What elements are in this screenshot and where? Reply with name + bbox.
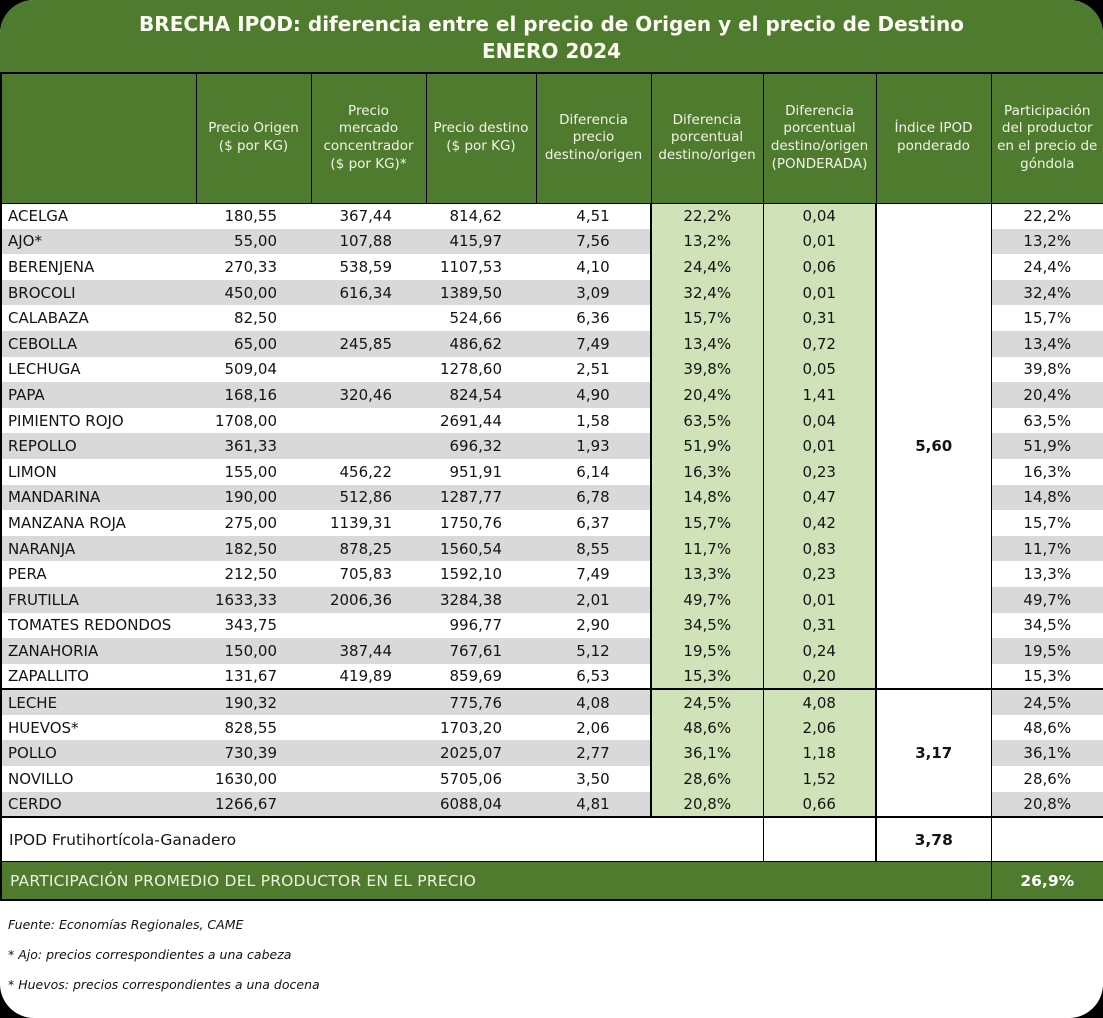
product-name-cell: MANDARINA	[1, 485, 196, 511]
diferencia-ponderada-cell: 4,08	[763, 689, 876, 715]
indice-ipod-cell	[876, 510, 991, 536]
column-header-product	[1, 73, 196, 203]
participacion-cell: 32,4%	[991, 280, 1103, 306]
indice-ipod-cell: 3,17	[876, 740, 991, 766]
indice-ipod-cell	[876, 254, 991, 280]
participacion-cell: 11,7%	[991, 536, 1103, 562]
product-name-cell: FRUTILLA	[1, 587, 196, 613]
precio-destino-cell: 775,76	[426, 689, 536, 715]
product-name-cell: ZAPALLITO	[8, 666, 89, 685]
precio-mercado-cell: 419,89	[339, 666, 392, 685]
participacion-cell: 51,9%	[991, 433, 1103, 459]
indice-ipod-cell	[876, 280, 991, 306]
column-header-diferencia-porcentual: Diferencia porcentual destino/origen	[651, 73, 763, 203]
diferencia-ponderada-cell: 0,01	[763, 229, 876, 255]
precio-destino-cell: 3284,38	[426, 587, 536, 613]
diferencia-porcentual-cell: 13,3%	[651, 561, 763, 587]
precio-mercado-cell: 1139,31	[329, 513, 392, 532]
diferencia-ponderada-cell: 0,31	[763, 613, 876, 639]
diferencia-ponderada-cell: 2,06	[763, 715, 876, 741]
precio-destino-cell: 859,69	[449, 666, 502, 685]
precio-mercado-cell: 245,85	[311, 331, 426, 357]
precio-mercado-cell	[311, 766, 426, 792]
precio-mercado-cell	[311, 305, 426, 331]
diferencia-ponderada-cell: 0,24	[763, 638, 876, 664]
precio-destino-cell: 2025,07	[426, 740, 536, 766]
participacion-cell: 14,8%	[991, 485, 1103, 511]
product-name-cell: LECHUGA	[8, 360, 81, 379]
table-row	[1, 331, 1103, 357]
indice-ipod-cell	[876, 561, 991, 587]
indice-ipod-cell	[876, 485, 991, 511]
table-row	[1, 229, 1103, 255]
diferencia-precio-cell: 6,14	[576, 462, 610, 481]
diferencia-precio-cell: 4,81	[536, 792, 651, 818]
precio-destino-cell: 1560,54	[426, 536, 536, 562]
ipod-table	[0, 72, 1103, 901]
participacion-cell: 34,5%	[1023, 616, 1072, 635]
diferencia-ponderada-cell: 1,52	[763, 766, 876, 792]
precio-origen-cell: 155,00	[224, 462, 277, 481]
diferencia-precio-cell: 2,06	[576, 718, 610, 737]
participacion-cell: 49,7%	[991, 587, 1103, 613]
diferencia-ponderada-cell: 1,18	[763, 740, 876, 766]
diferencia-precio-cell: 3,09	[536, 280, 651, 306]
indice-ipod-cell	[876, 689, 991, 715]
precio-destino-cell: 1278,60	[439, 360, 502, 379]
product-name-cell: POLLO	[1, 740, 196, 766]
precio-destino-cell: 1389,50	[426, 280, 536, 306]
precio-origen-cell: 82,50	[234, 309, 277, 328]
product-name-cell: PAPA	[1, 382, 196, 408]
diferencia-precio-cell: 4,08	[536, 689, 651, 715]
column-header-indice-ipod: Índice IPOD ponderado	[876, 73, 991, 203]
participacion-cell: 15,7%	[1023, 513, 1072, 532]
diferencia-porcentual-cell: 49,7%	[651, 587, 763, 613]
diferencia-ponderada-cell: 0,20	[763, 664, 876, 690]
precio-mercado-cell: 320,46	[311, 382, 426, 408]
ipod-summary-value: 3,78	[876, 817, 991, 861]
product-name-cell: BERENJENA	[8, 257, 95, 276]
participacion-cell: 20,4%	[991, 382, 1103, 408]
ipod-summary-empty-cell	[763, 817, 876, 861]
precio-destino-cell: 1703,20	[439, 718, 502, 737]
precio-destino-cell: 824,54	[426, 382, 536, 408]
diferencia-porcentual-cell: 20,8%	[651, 792, 763, 818]
precio-mercado-cell: 2006,36	[311, 587, 426, 613]
indice-ipod-cell	[876, 459, 991, 485]
diferencia-precio-cell: 7,49	[576, 565, 610, 584]
precio-mercado-cell	[311, 792, 426, 818]
precio-origen-cell: 180,55	[224, 207, 277, 226]
product-name-cell: BROCOLI	[1, 280, 196, 306]
precio-mercado-cell: 878,25	[311, 536, 426, 562]
precio-mercado-cell: 367,44	[339, 207, 392, 226]
precio-destino-cell: 996,77	[449, 616, 502, 635]
diferencia-porcentual-cell: 22,2%	[651, 203, 763, 229]
precio-destino-cell: 1107,53	[439, 257, 502, 276]
precio-destino-cell: 1592,10	[439, 565, 502, 584]
product-name-cell: TOMATES REDONDOS	[8, 616, 172, 635]
precio-destino-cell: 767,61	[426, 638, 536, 664]
precio-destino-cell: 814,62	[449, 207, 502, 226]
product-name-cell: NOVILLO	[8, 769, 74, 788]
diferencia-porcentual-cell: 15,3%	[651, 664, 763, 690]
diferencia-porcentual-cell: 32,4%	[651, 280, 763, 306]
diferencia-porcentual-cell: 39,8%	[651, 357, 763, 383]
participacion-cell: 24,5%	[991, 689, 1103, 715]
diferencia-porcentual-cell: 13,4%	[651, 331, 763, 357]
indice-ipod-cell	[876, 613, 991, 639]
indice-ipod-cell	[876, 587, 991, 613]
table-row	[1, 792, 1103, 818]
product-name-cell: NARANJA	[1, 536, 196, 562]
product-name-cell: HUEVOS*	[8, 718, 79, 737]
table-row	[1, 357, 1103, 383]
participacion-cell: 15,3%	[1023, 666, 1072, 685]
precio-destino-cell: 415,97	[426, 229, 536, 255]
precio-origen-cell: 343,75	[224, 616, 277, 635]
diferencia-precio-cell: 5,12	[536, 638, 651, 664]
precio-origen-cell: 1630,00	[214, 769, 277, 788]
participacion-cell: 28,6%	[1023, 769, 1072, 788]
indice-ipod-cell	[876, 766, 991, 792]
column-header-precio-origen: Precio Origen ($ por KG)	[196, 73, 311, 203]
diferencia-precio-cell: 1,58	[576, 411, 610, 430]
participacion-cell: 20,8%	[991, 792, 1103, 818]
product-name-cell: LIMON	[8, 462, 57, 481]
participacion-cell: 63,5%	[1023, 411, 1072, 430]
precio-destino-cell: 951,91	[449, 462, 502, 481]
precio-mercado-cell: 107,88	[311, 229, 426, 255]
diferencia-ponderada-cell: 0,23	[763, 459, 876, 485]
precio-destino-cell: 1287,77	[426, 485, 536, 511]
precio-mercado-cell	[311, 740, 426, 766]
precio-mercado-cell: 456,22	[339, 462, 392, 481]
indice-ipod-cell: 5,60	[876, 433, 991, 459]
precio-origen-cell: 168,16	[196, 382, 311, 408]
column-header-participacion: Participación del productor en el precio de góndola	[991, 73, 1103, 203]
diferencia-precio-cell: 4,51	[576, 207, 610, 226]
product-name-cell: AJO*	[1, 229, 196, 255]
indice-ipod-cell	[876, 792, 991, 818]
precio-origen-cell: 65,00	[196, 331, 311, 357]
diferencia-ponderada-cell: 0,05	[763, 357, 876, 383]
diferencia-porcentual-cell: 15,7%	[651, 510, 763, 536]
precio-origen-cell: 182,50	[196, 536, 311, 562]
precio-mercado-cell: 616,34	[311, 280, 426, 306]
diferencia-ponderada-cell: 0,04	[763, 408, 876, 434]
product-name-cell: PIMIENTO ROJO	[8, 411, 124, 430]
diferencia-ponderada-cell: 0,66	[763, 792, 876, 818]
table-row	[1, 536, 1103, 562]
product-name-cell: PERA	[8, 565, 47, 584]
diferencia-porcentual-cell: 48,6%	[651, 715, 763, 741]
precio-origen-cell: 1708,00	[214, 411, 277, 430]
report-title: BRECHA IPOD: diferencia entre el precio de Origen y el precio de Destino	[139, 12, 964, 36]
indice-ipod-cell	[876, 536, 991, 562]
diferencia-porcentual-cell: 36,1%	[651, 740, 763, 766]
participacion-cell: 36,1%	[991, 740, 1103, 766]
diferencia-precio-cell: 3,50	[576, 769, 610, 788]
participacion-cell: 13,2%	[991, 229, 1103, 255]
diferencia-precio-cell: 6,37	[576, 513, 610, 532]
precio-mercado-cell: 705,83	[339, 565, 392, 584]
ipod-summary-label: IPOD Frutihortícola-Ganadero	[1, 817, 763, 861]
precio-origen-cell: 1633,33	[196, 587, 311, 613]
indice-ipod-cell	[876, 331, 991, 357]
precio-origen-cell: 828,55	[224, 718, 277, 737]
diferencia-precio-cell: 2,51	[576, 360, 610, 379]
diferencia-ponderada-cell: 0,23	[763, 561, 876, 587]
precio-mercado-cell: 387,44	[311, 638, 426, 664]
footnote-huevos: * Huevos: precios correspondientes a una docena	[8, 977, 320, 993]
ipod-summary-row	[1, 817, 1103, 861]
product-name-cell: MANZANA ROJA	[8, 513, 126, 532]
table-row	[1, 382, 1103, 408]
table-row	[1, 561, 1103, 587]
table-row	[1, 305, 1103, 331]
diferencia-porcentual-cell: 11,7%	[651, 536, 763, 562]
indice-ipod-cell	[876, 229, 991, 255]
diferencia-ponderada-cell: 0,42	[763, 510, 876, 536]
indice-ipod-cell	[876, 305, 991, 331]
precio-mercado-cell	[311, 433, 426, 459]
participacion-cell: 22,2%	[1023, 207, 1072, 226]
precio-mercado-cell	[311, 357, 426, 383]
participation-summary-row	[1, 861, 1103, 900]
diferencia-ponderada-cell: 0,04	[763, 203, 876, 229]
diferencia-ponderada-cell: 0,01	[763, 587, 876, 613]
column-header-diferencia-precio: Diferencia precio destino/origen	[536, 73, 651, 203]
diferencia-precio-cell: 6,36	[576, 309, 610, 328]
precio-destino-cell: 2691,44	[439, 411, 502, 430]
diferencia-ponderada-cell: 0,47	[763, 485, 876, 511]
diferencia-precio-cell: 2,90	[576, 616, 610, 635]
indice-ipod-cell	[876, 357, 991, 383]
indice-ipod-cell	[876, 382, 991, 408]
precio-destino-cell: 696,32	[426, 433, 536, 459]
precio-origen-cell: 730,39	[196, 740, 311, 766]
diferencia-porcentual-cell: 34,5%	[651, 613, 763, 639]
diferencia-precio-cell: 6,53	[576, 666, 610, 685]
ipod-summary-empty-cell	[991, 817, 1103, 861]
product-name-cell: CALABAZA	[8, 309, 89, 328]
table-row	[1, 689, 1103, 715]
diferencia-ponderada-cell: 0,06	[763, 254, 876, 280]
diferencia-porcentual-cell: 19,5%	[651, 638, 763, 664]
participacion-cell: 48,6%	[1023, 718, 1072, 737]
table-row	[1, 203, 1103, 229]
indice-ipod-cell	[876, 638, 991, 664]
diferencia-porcentual-cell: 63,5%	[651, 408, 763, 434]
precio-destino-cell: 524,66	[449, 309, 502, 328]
diferencia-ponderada-cell: 1,41	[763, 382, 876, 408]
diferencia-precio-cell: 1,93	[536, 433, 651, 459]
diferencia-porcentual-cell: 51,9%	[651, 433, 763, 459]
precio-mercado-cell	[311, 613, 426, 639]
diferencia-porcentual-cell: 16,3%	[651, 459, 763, 485]
report-subtitle-period: ENERO 2024	[481, 39, 622, 63]
table-row	[1, 587, 1103, 613]
participacion-cell: 13,3%	[1023, 565, 1072, 584]
participacion-cell: 19,5%	[991, 638, 1103, 664]
diferencia-ponderada-cell: 0,72	[763, 331, 876, 357]
participation-value: 26,9%	[991, 861, 1103, 900]
precio-origen-cell: 150,00	[196, 638, 311, 664]
title-band	[0, 0, 1103, 72]
precio-origen-cell: 270,33	[224, 257, 277, 276]
table-row	[1, 485, 1103, 511]
precio-mercado-cell: 512,86	[311, 485, 426, 511]
diferencia-precio-cell: 6,78	[536, 485, 651, 511]
column-header-diferencia-ponderada: Diferencia porcentual destino/origen (PONDERADA)	[763, 73, 876, 203]
column-header-precio-mercado-concentrador: Precio mercado concentrador ($ por KG)*	[311, 73, 426, 203]
table-row	[1, 740, 1103, 766]
precio-mercado-cell	[311, 408, 426, 434]
table-row	[1, 766, 1103, 792]
diferencia-porcentual-cell: 13,2%	[651, 229, 763, 255]
table-row	[1, 254, 1103, 280]
precio-origen-cell: 212,50	[224, 565, 277, 584]
table-row	[1, 433, 1103, 459]
product-name-cell: ZANAHORIA	[1, 638, 196, 664]
table-row	[1, 664, 1103, 690]
diferencia-porcentual-cell: 28,6%	[651, 766, 763, 792]
table-row	[1, 408, 1103, 434]
precio-mercado-cell	[311, 689, 426, 715]
participacion-cell: 16,3%	[1023, 462, 1072, 481]
diferencia-precio-cell: 8,55	[536, 536, 651, 562]
table-row	[1, 510, 1103, 536]
participacion-cell: 24,4%	[1023, 257, 1072, 276]
participacion-cell: 15,7%	[1023, 309, 1072, 328]
diferencia-porcentual-cell: 14,8%	[651, 485, 763, 511]
product-name-cell: CERDO	[1, 792, 196, 818]
precio-origen-cell: 190,00	[196, 485, 311, 511]
product-name-cell: REPOLLO	[1, 433, 196, 459]
table-row	[1, 280, 1103, 306]
table-row	[1, 638, 1103, 664]
diferencia-precio-cell: 2,01	[536, 587, 651, 613]
diferencia-ponderada-cell: 0,83	[763, 536, 876, 562]
table-row	[1, 715, 1103, 741]
diferencia-precio-cell: 7,49	[536, 331, 651, 357]
product-name-cell: ACELGA	[8, 207, 69, 226]
footnote-source: Fuente: Economías Regionales, CAME	[8, 917, 244, 933]
precio-origen-cell: 275,00	[224, 513, 277, 532]
precio-origen-cell: 361,33	[196, 433, 311, 459]
precio-destino-cell: 1750,76	[439, 513, 502, 532]
precio-destino-cell: 5705,06	[439, 769, 502, 788]
diferencia-porcentual-cell: 24,5%	[651, 689, 763, 715]
diferencia-porcentual-cell: 20,4%	[651, 382, 763, 408]
precio-origen-cell: 1266,67	[196, 792, 311, 818]
diferencia-ponderada-cell: 0,01	[763, 433, 876, 459]
precio-destino-cell: 486,62	[426, 331, 536, 357]
diferencia-precio-cell: 4,90	[536, 382, 651, 408]
precio-mercado-cell: 538,59	[339, 257, 392, 276]
product-name-cell: LECHE	[1, 689, 196, 715]
footnote-ajo: * Ajo: precios correspondientes a una cabeza	[8, 947, 292, 963]
indice-ipod-cell	[876, 664, 991, 690]
diferencia-ponderada-cell: 0,31	[763, 305, 876, 331]
precio-destino-cell: 6088,04	[426, 792, 536, 818]
participation-label: PARTICIPACIÓN PROMEDIO DEL PRODUCTOR EN EL PRECIO	[1, 861, 991, 900]
diferencia-precio-cell: 7,56	[536, 229, 651, 255]
footnotes	[0, 901, 1103, 992]
indice-ipod-cell	[876, 408, 991, 434]
precio-origen-cell: 190,32	[196, 689, 311, 715]
diferencia-porcentual-cell: 24,4%	[651, 254, 763, 280]
product-name-cell: CEBOLLA	[1, 331, 196, 357]
table-row	[1, 459, 1103, 485]
precio-mercado-cell	[311, 715, 426, 741]
diferencia-precio-cell: 4,10	[576, 257, 610, 276]
indice-ipod-cell	[876, 715, 991, 741]
diferencia-porcentual-cell: 15,7%	[651, 305, 763, 331]
column-header-precio-destino: Precio destino ($ por KG)	[426, 73, 536, 203]
diferencia-precio-cell: 2,77	[536, 740, 651, 766]
precio-origen-cell: 509,04	[224, 360, 277, 379]
diferencia-ponderada-cell: 0,01	[763, 280, 876, 306]
precio-origen-cell: 55,00	[196, 229, 311, 255]
indice-ipod-cell	[876, 203, 991, 229]
participacion-cell: 39,8%	[1023, 360, 1072, 379]
precio-origen-cell: 131,67	[224, 666, 277, 685]
header-row	[1, 73, 1103, 203]
table-row	[1, 613, 1103, 639]
participacion-cell: 13,4%	[991, 331, 1103, 357]
precio-origen-cell: 450,00	[196, 280, 311, 306]
